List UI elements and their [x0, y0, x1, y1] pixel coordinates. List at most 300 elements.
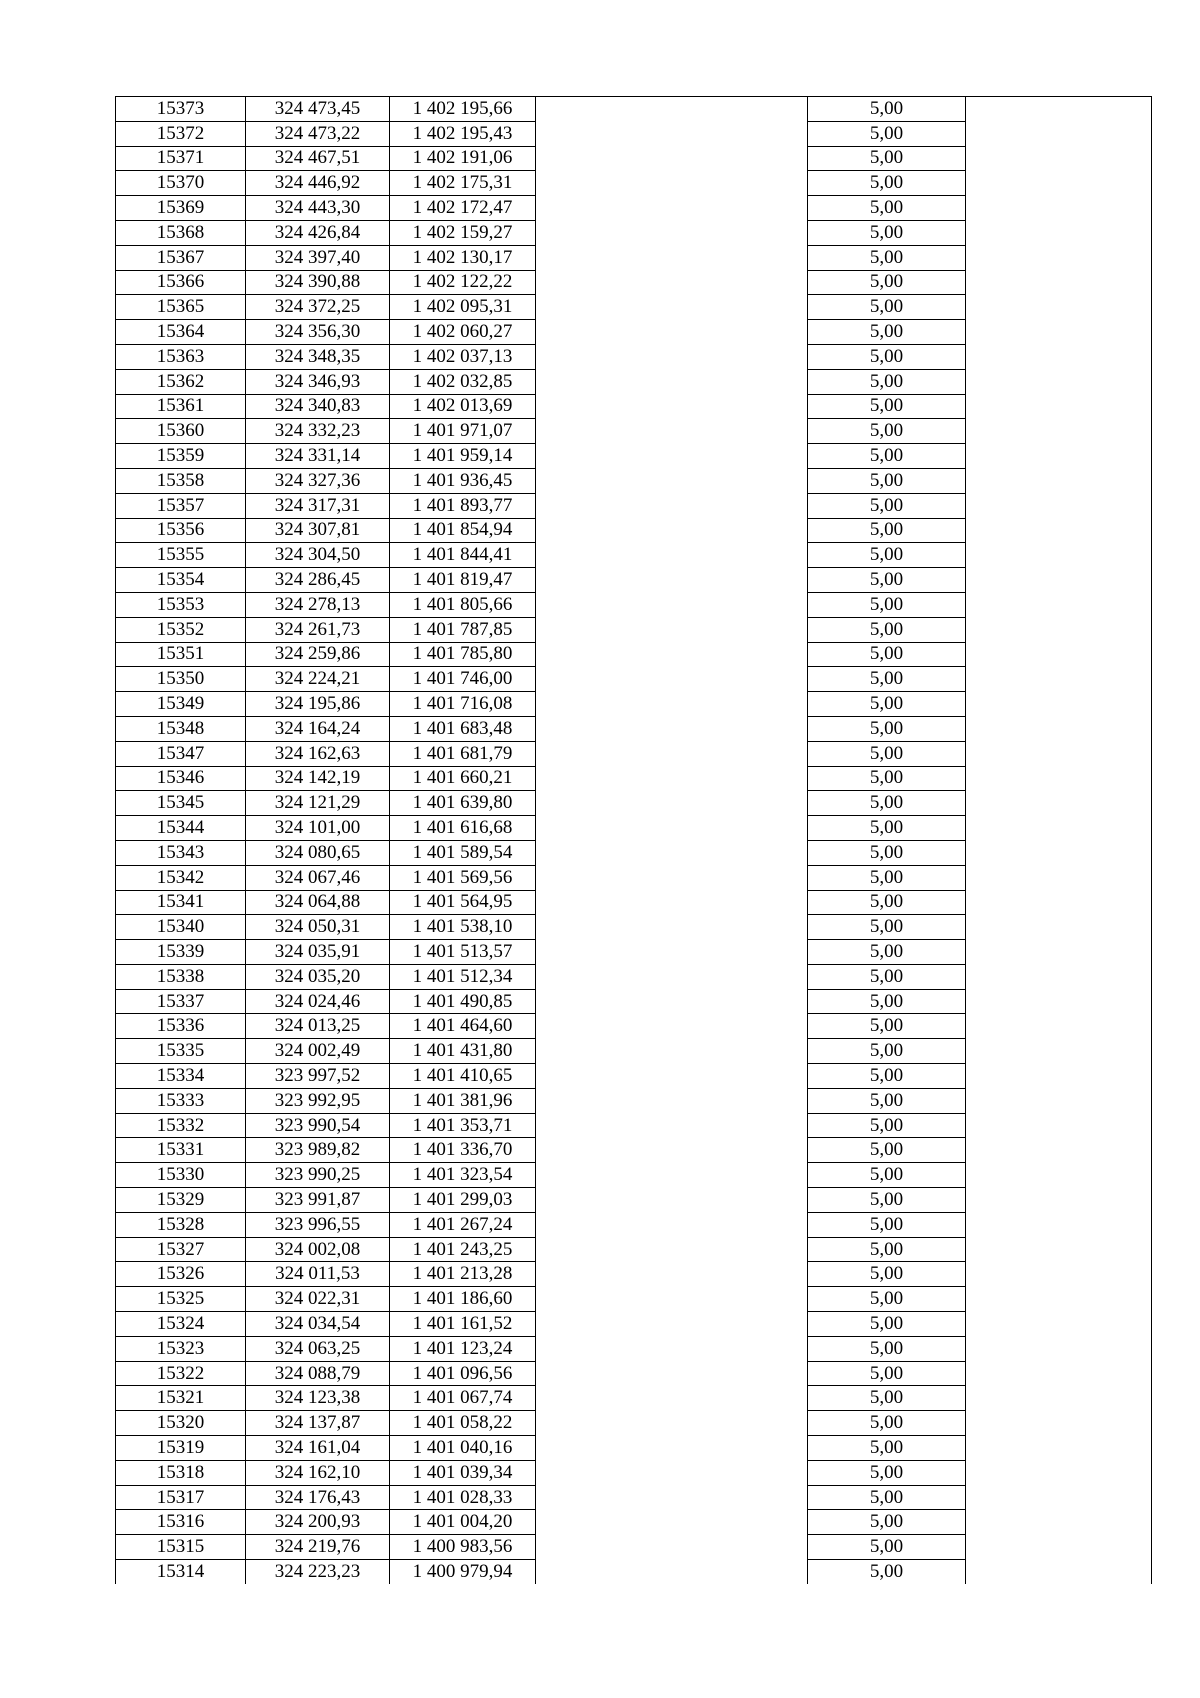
coordinates-table	[115, 96, 1152, 1584]
point-number-cell: 15362	[116, 369, 246, 394]
table-row	[116, 543, 1152, 568]
table-row	[116, 1138, 1152, 1163]
empty-cell	[536, 1485, 808, 1510]
point-number-cell: 15353	[116, 592, 246, 617]
y-coordinate-cell: 1 401 660,21	[390, 766, 536, 791]
empty-cell	[966, 1064, 1152, 1089]
table-row	[116, 791, 1152, 816]
empty-cell	[536, 568, 808, 593]
point-number-cell: 15321	[116, 1386, 246, 1411]
empty-cell	[536, 97, 808, 122]
accuracy-cell: 5,00	[808, 1064, 966, 1089]
table-row	[116, 1312, 1152, 1337]
point-number-cell: 15336	[116, 1014, 246, 1039]
empty-cell	[536, 1163, 808, 1188]
empty-cell	[536, 1287, 808, 1312]
y-coordinate-cell: 1 401 096,56	[390, 1361, 536, 1386]
empty-cell	[966, 543, 1152, 568]
empty-cell	[966, 1287, 1152, 1312]
empty-cell	[966, 766, 1152, 791]
empty-cell	[966, 1014, 1152, 1039]
empty-cell	[536, 518, 808, 543]
empty-cell	[536, 295, 808, 320]
x-coordinate-cell: 324 426,84	[246, 220, 390, 245]
empty-cell	[536, 196, 808, 221]
empty-cell	[536, 1088, 808, 1113]
point-number-cell: 15338	[116, 964, 246, 989]
point-number-cell: 15347	[116, 741, 246, 766]
point-number-cell: 15337	[116, 989, 246, 1014]
empty-cell	[966, 1088, 1152, 1113]
empty-cell	[966, 1535, 1152, 1560]
table-row	[116, 1436, 1152, 1461]
empty-cell	[966, 1188, 1152, 1213]
empty-cell	[966, 1560, 1152, 1584]
y-coordinate-cell: 1 401 123,24	[390, 1336, 536, 1361]
x-coordinate-cell: 324 261,73	[246, 617, 390, 642]
x-coordinate-cell: 323 997,52	[246, 1064, 390, 1089]
table-row	[116, 121, 1152, 146]
empty-cell	[966, 716, 1152, 741]
x-coordinate-cell: 324 195,86	[246, 692, 390, 717]
empty-cell	[966, 468, 1152, 493]
table-row	[116, 568, 1152, 593]
x-coordinate-cell: 324 307,81	[246, 518, 390, 543]
empty-cell	[536, 766, 808, 791]
table-row	[116, 146, 1152, 171]
x-coordinate-cell: 324 080,65	[246, 840, 390, 865]
table-row	[116, 1163, 1152, 1188]
empty-cell	[536, 840, 808, 865]
point-number-cell: 15328	[116, 1212, 246, 1237]
table-row	[116, 915, 1152, 940]
empty-cell	[966, 1460, 1152, 1485]
empty-cell	[966, 915, 1152, 940]
empty-cell	[536, 642, 808, 667]
empty-cell	[536, 146, 808, 171]
accuracy-cell: 5,00	[808, 493, 966, 518]
point-number-cell: 15316	[116, 1510, 246, 1535]
accuracy-cell: 5,00	[808, 1212, 966, 1237]
table-row	[116, 1212, 1152, 1237]
empty-cell	[536, 344, 808, 369]
point-number-cell: 15341	[116, 890, 246, 915]
accuracy-cell: 5,00	[808, 196, 966, 221]
x-coordinate-cell: 324 164,24	[246, 716, 390, 741]
point-number-cell: 15326	[116, 1262, 246, 1287]
empty-cell	[536, 592, 808, 617]
y-coordinate-cell: 1 401 681,79	[390, 741, 536, 766]
x-coordinate-cell: 324 332,23	[246, 419, 390, 444]
empty-cell	[966, 1138, 1152, 1163]
table-row	[116, 1411, 1152, 1436]
table-row	[116, 1088, 1152, 1113]
y-coordinate-cell: 1 401 538,10	[390, 915, 536, 940]
empty-cell	[536, 270, 808, 295]
y-coordinate-cell: 1 402 195,43	[390, 121, 536, 146]
x-coordinate-cell: 324 011,53	[246, 1262, 390, 1287]
accuracy-cell: 5,00	[808, 1039, 966, 1064]
accuracy-cell: 5,00	[808, 1510, 966, 1535]
y-coordinate-cell: 1 401 058,22	[390, 1411, 536, 1436]
y-coordinate-cell: 1 401 683,48	[390, 716, 536, 741]
y-coordinate-cell: 1 401 569,56	[390, 865, 536, 890]
empty-cell	[536, 716, 808, 741]
x-coordinate-cell: 324 176,43	[246, 1485, 390, 1510]
empty-cell	[966, 964, 1152, 989]
empty-cell	[966, 97, 1152, 122]
empty-cell	[536, 1336, 808, 1361]
empty-cell	[536, 171, 808, 196]
empty-cell	[536, 369, 808, 394]
accuracy-cell: 5,00	[808, 568, 966, 593]
empty-cell	[536, 1361, 808, 1386]
x-coordinate-cell: 324 443,30	[246, 196, 390, 221]
accuracy-cell: 5,00	[808, 1535, 966, 1560]
accuracy-cell: 5,00	[808, 295, 966, 320]
y-coordinate-cell: 1 401 854,94	[390, 518, 536, 543]
empty-cell	[966, 840, 1152, 865]
y-coordinate-cell: 1 402 195,66	[390, 97, 536, 122]
y-coordinate-cell: 1 401 243,25	[390, 1237, 536, 1262]
table-row	[116, 97, 1152, 122]
y-coordinate-cell: 1 401 819,47	[390, 568, 536, 593]
accuracy-cell: 5,00	[808, 146, 966, 171]
empty-cell	[966, 419, 1152, 444]
point-number-cell: 15355	[116, 543, 246, 568]
y-coordinate-cell: 1 401 431,80	[390, 1039, 536, 1064]
table-row	[116, 270, 1152, 295]
y-coordinate-cell: 1 400 983,56	[390, 1535, 536, 1560]
empty-cell	[966, 121, 1152, 146]
y-coordinate-cell: 1 401 004,20	[390, 1510, 536, 1535]
empty-cell	[966, 642, 1152, 667]
accuracy-cell: 5,00	[808, 444, 966, 469]
point-number-cell: 15339	[116, 940, 246, 965]
point-number-cell: 15315	[116, 1535, 246, 1560]
x-coordinate-cell: 324 063,25	[246, 1336, 390, 1361]
empty-cell	[536, 1386, 808, 1411]
table-row	[116, 1188, 1152, 1213]
empty-cell	[966, 245, 1152, 270]
accuracy-cell: 5,00	[808, 642, 966, 667]
accuracy-cell: 5,00	[808, 840, 966, 865]
empty-cell	[536, 493, 808, 518]
empty-cell	[536, 1188, 808, 1213]
x-coordinate-cell: 324 397,40	[246, 245, 390, 270]
table-row	[116, 1535, 1152, 1560]
x-coordinate-cell: 324 035,91	[246, 940, 390, 965]
point-number-cell: 15329	[116, 1188, 246, 1213]
point-number-cell: 15344	[116, 816, 246, 841]
accuracy-cell: 5,00	[808, 1312, 966, 1337]
accuracy-cell: 5,00	[808, 1113, 966, 1138]
x-coordinate-cell: 324 346,93	[246, 369, 390, 394]
empty-cell	[536, 1312, 808, 1337]
empty-cell	[536, 964, 808, 989]
table-row	[116, 295, 1152, 320]
table-row	[116, 890, 1152, 915]
point-number-cell: 15317	[116, 1485, 246, 1510]
accuracy-cell: 5,00	[808, 121, 966, 146]
y-coordinate-cell: 1 401 512,34	[390, 964, 536, 989]
y-coordinate-cell: 1 401 490,85	[390, 989, 536, 1014]
x-coordinate-cell: 324 467,51	[246, 146, 390, 171]
accuracy-cell: 5,00	[808, 964, 966, 989]
empty-cell	[966, 320, 1152, 345]
table-row	[116, 1361, 1152, 1386]
empty-cell	[966, 989, 1152, 1014]
point-number-cell: 15372	[116, 121, 246, 146]
x-coordinate-cell: 324 161,04	[246, 1436, 390, 1461]
table-row	[116, 592, 1152, 617]
table-row	[116, 964, 1152, 989]
empty-cell	[536, 468, 808, 493]
empty-cell	[536, 1212, 808, 1237]
accuracy-cell: 5,00	[808, 171, 966, 196]
point-number-cell: 15356	[116, 518, 246, 543]
x-coordinate-cell: 324 327,36	[246, 468, 390, 493]
empty-cell	[536, 617, 808, 642]
y-coordinate-cell: 1 401 039,34	[390, 1460, 536, 1485]
y-coordinate-cell: 1 401 323,54	[390, 1163, 536, 1188]
empty-cell	[536, 667, 808, 692]
empty-cell	[966, 865, 1152, 890]
accuracy-cell: 5,00	[808, 220, 966, 245]
point-number-cell: 15370	[116, 171, 246, 196]
table-row	[116, 493, 1152, 518]
accuracy-cell: 5,00	[808, 543, 966, 568]
table-row	[116, 419, 1152, 444]
y-coordinate-cell: 1 401 410,65	[390, 1064, 536, 1089]
empty-cell	[536, 1510, 808, 1535]
x-coordinate-cell: 323 989,82	[246, 1138, 390, 1163]
x-coordinate-cell: 324 224,21	[246, 667, 390, 692]
x-coordinate-cell: 324 035,20	[246, 964, 390, 989]
empty-cell	[966, 1113, 1152, 1138]
empty-cell	[536, 816, 808, 841]
empty-cell	[536, 1535, 808, 1560]
empty-cell	[966, 568, 1152, 593]
empty-cell	[536, 1262, 808, 1287]
x-coordinate-cell: 324 473,45	[246, 97, 390, 122]
x-coordinate-cell: 324 331,14	[246, 444, 390, 469]
empty-cell	[966, 1262, 1152, 1287]
accuracy-cell: 5,00	[808, 741, 966, 766]
y-coordinate-cell: 1 401 353,71	[390, 1113, 536, 1138]
point-number-cell: 15371	[116, 146, 246, 171]
point-number-cell: 15318	[116, 1460, 246, 1485]
accuracy-cell: 5,00	[808, 1386, 966, 1411]
table-row	[116, 1510, 1152, 1535]
table-row	[116, 369, 1152, 394]
table-row	[116, 394, 1152, 419]
point-number-cell: 15369	[116, 196, 246, 221]
x-coordinate-cell: 323 991,87	[246, 1188, 390, 1213]
accuracy-cell: 5,00	[808, 97, 966, 122]
accuracy-cell: 5,00	[808, 518, 966, 543]
point-number-cell: 15331	[116, 1138, 246, 1163]
y-coordinate-cell: 1 401 936,45	[390, 468, 536, 493]
table-row	[116, 1113, 1152, 1138]
accuracy-cell: 5,00	[808, 1336, 966, 1361]
table-row	[116, 617, 1152, 642]
accuracy-cell: 5,00	[808, 369, 966, 394]
empty-cell	[966, 196, 1152, 221]
empty-cell	[536, 394, 808, 419]
table-row	[116, 518, 1152, 543]
accuracy-cell: 5,00	[808, 1287, 966, 1312]
point-number-cell: 15330	[116, 1163, 246, 1188]
point-number-cell: 15327	[116, 1237, 246, 1262]
table-row	[116, 1039, 1152, 1064]
x-coordinate-cell: 324 067,46	[246, 865, 390, 890]
table-row	[116, 171, 1152, 196]
y-coordinate-cell: 1 402 172,47	[390, 196, 536, 221]
empty-cell	[536, 121, 808, 146]
accuracy-cell: 5,00	[808, 816, 966, 841]
empty-cell	[966, 1312, 1152, 1337]
empty-cell	[966, 1336, 1152, 1361]
empty-cell	[966, 394, 1152, 419]
point-number-cell: 15358	[116, 468, 246, 493]
table-row	[116, 865, 1152, 890]
y-coordinate-cell: 1 402 130,17	[390, 245, 536, 270]
table-row	[116, 1287, 1152, 1312]
point-number-cell: 15367	[116, 245, 246, 270]
x-coordinate-cell: 324 278,13	[246, 592, 390, 617]
empty-cell	[966, 890, 1152, 915]
empty-cell	[966, 940, 1152, 965]
x-coordinate-cell: 324 162,10	[246, 1460, 390, 1485]
table-row	[116, 1460, 1152, 1485]
point-number-cell: 15357	[116, 493, 246, 518]
table-row	[116, 1014, 1152, 1039]
empty-cell	[536, 1460, 808, 1485]
empty-cell	[536, 865, 808, 890]
x-coordinate-cell: 324 259,86	[246, 642, 390, 667]
x-coordinate-cell: 324 064,88	[246, 890, 390, 915]
x-coordinate-cell: 323 990,25	[246, 1163, 390, 1188]
table-row	[116, 1064, 1152, 1089]
point-number-cell: 15363	[116, 344, 246, 369]
empty-cell	[966, 1361, 1152, 1386]
x-coordinate-cell: 324 219,76	[246, 1535, 390, 1560]
accuracy-cell: 5,00	[808, 791, 966, 816]
point-number-cell: 15332	[116, 1113, 246, 1138]
empty-cell	[966, 1237, 1152, 1262]
empty-cell	[966, 369, 1152, 394]
y-coordinate-cell: 1 401 787,85	[390, 617, 536, 642]
table-row	[116, 692, 1152, 717]
point-number-cell: 15343	[116, 840, 246, 865]
empty-cell	[536, 1560, 808, 1584]
x-coordinate-cell: 323 996,55	[246, 1212, 390, 1237]
x-coordinate-cell: 324 317,31	[246, 493, 390, 518]
point-number-cell: 15324	[116, 1312, 246, 1337]
empty-cell	[536, 1014, 808, 1039]
y-coordinate-cell: 1 401 299,03	[390, 1188, 536, 1213]
empty-cell	[536, 444, 808, 469]
y-coordinate-cell: 1 402 191,06	[390, 146, 536, 171]
point-number-cell: 15351	[116, 642, 246, 667]
accuracy-cell: 5,00	[808, 419, 966, 444]
y-coordinate-cell: 1 402 175,31	[390, 171, 536, 196]
table-row	[116, 816, 1152, 841]
accuracy-cell: 5,00	[808, 890, 966, 915]
point-number-cell: 15334	[116, 1064, 246, 1089]
x-coordinate-cell: 324 446,92	[246, 171, 390, 196]
accuracy-cell: 5,00	[808, 270, 966, 295]
table-row	[116, 840, 1152, 865]
point-number-cell: 15360	[116, 419, 246, 444]
accuracy-cell: 5,00	[808, 1138, 966, 1163]
x-coordinate-cell: 324 340,83	[246, 394, 390, 419]
y-coordinate-cell: 1 401 616,68	[390, 816, 536, 841]
empty-cell	[536, 791, 808, 816]
y-coordinate-cell: 1 401 028,33	[390, 1485, 536, 1510]
empty-cell	[536, 1237, 808, 1262]
empty-cell	[536, 989, 808, 1014]
empty-cell	[536, 940, 808, 965]
point-number-cell: 15314	[116, 1560, 246, 1584]
table-row	[116, 940, 1152, 965]
accuracy-cell: 5,00	[808, 245, 966, 270]
x-coordinate-cell: 324 088,79	[246, 1361, 390, 1386]
empty-cell	[536, 419, 808, 444]
empty-cell	[966, 444, 1152, 469]
coordinates-table-body	[116, 97, 1152, 1584]
point-number-cell: 15365	[116, 295, 246, 320]
x-coordinate-cell: 324 050,31	[246, 915, 390, 940]
x-coordinate-cell: 324 142,19	[246, 766, 390, 791]
point-number-cell: 15346	[116, 766, 246, 791]
table-row	[116, 196, 1152, 221]
point-number-cell: 15322	[116, 1361, 246, 1386]
point-number-cell: 15354	[116, 568, 246, 593]
x-coordinate-cell: 324 121,29	[246, 791, 390, 816]
empty-cell	[966, 617, 1152, 642]
empty-cell	[536, 320, 808, 345]
point-number-cell: 15342	[116, 865, 246, 890]
table-row	[116, 344, 1152, 369]
accuracy-cell: 5,00	[808, 1188, 966, 1213]
y-coordinate-cell: 1 401 267,24	[390, 1212, 536, 1237]
accuracy-cell: 5,00	[808, 865, 966, 890]
x-coordinate-cell: 324 002,08	[246, 1237, 390, 1262]
x-coordinate-cell: 324 101,00	[246, 816, 390, 841]
y-coordinate-cell: 1 401 513,57	[390, 940, 536, 965]
table-row	[116, 320, 1152, 345]
table-row	[116, 741, 1152, 766]
y-coordinate-cell: 1 401 639,80	[390, 791, 536, 816]
point-number-cell: 15364	[116, 320, 246, 345]
y-coordinate-cell: 1 401 040,16	[390, 1436, 536, 1461]
empty-cell	[966, 1436, 1152, 1461]
y-coordinate-cell: 1 401 161,52	[390, 1312, 536, 1337]
empty-cell	[966, 344, 1152, 369]
accuracy-cell: 5,00	[808, 692, 966, 717]
empty-cell	[536, 741, 808, 766]
y-coordinate-cell: 1 401 971,07	[390, 419, 536, 444]
y-coordinate-cell: 1 401 464,60	[390, 1014, 536, 1039]
empty-cell	[966, 518, 1152, 543]
empty-cell	[536, 890, 808, 915]
empty-cell	[536, 915, 808, 940]
empty-cell	[966, 220, 1152, 245]
y-coordinate-cell: 1 402 095,31	[390, 295, 536, 320]
y-coordinate-cell: 1 401 893,77	[390, 493, 536, 518]
